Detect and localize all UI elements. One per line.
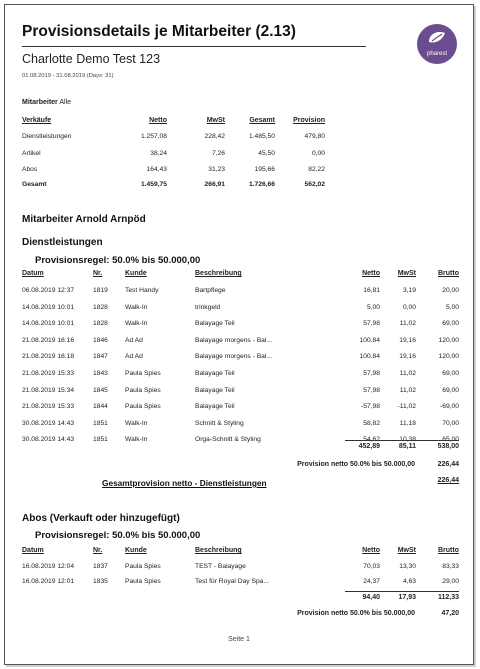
- services-cell: 30.08.2019 14:43: [22, 436, 75, 444]
- summary-total-cell: Gesamt: [22, 181, 47, 188]
- summary-cell: 38,24: [150, 149, 167, 157]
- brand-logo: [417, 24, 457, 64]
- logo-text: pharest: [426, 51, 447, 57]
- services-cell: Orga-Schnitt & Styling: [195, 436, 261, 444]
- services-cell: 19,16: [399, 336, 416, 344]
- services-header-cell: Nr.: [93, 270, 103, 277]
- services-cell: Paula Spies: [125, 370, 161, 377]
- abos-cell: 13,30: [399, 563, 416, 570]
- services-cell: Paula Spies: [125, 403, 161, 411]
- services-cell: 1844: [93, 403, 108, 411]
- services-cell: -57,98: [361, 403, 380, 411]
- summary-cell: 479,80: [304, 133, 325, 140]
- services-header-cell: Datum: [22, 270, 44, 277]
- abos-cell: 1837: [93, 563, 108, 570]
- services-cell: 1847: [93, 353, 108, 361]
- summary-cell: 1.485,50: [248, 133, 275, 140]
- abos-rule: Provisionsregel: 50.0% bis 50.000,00: [35, 530, 201, 541]
- employee-filter-value: Alle: [59, 99, 72, 106]
- summary-total-cell: 266,91: [204, 181, 225, 188]
- services-cell: 1851: [93, 436, 108, 444]
- services-cell: Walk-In: [125, 303, 148, 311]
- services-cell: 21.08.2019 15:33: [22, 403, 75, 411]
- services-cell: Balayage morgens - Bal...: [195, 336, 272, 344]
- abos-total-cell: 94,40: [362, 594, 380, 601]
- services-cell: 69,00: [442, 386, 459, 394]
- services-cell: 1819: [93, 287, 108, 294]
- services-cell: Balayage Teil: [195, 320, 235, 328]
- services-cell: Test Handy: [125, 287, 159, 294]
- summary-header-cell: Netto: [149, 117, 167, 124]
- report-title: Provisionsdetails je Mitarbeiter (2.13): [22, 23, 296, 40]
- services-cell: 5,00: [445, 303, 459, 311]
- services-cell: Bartpflege: [195, 287, 226, 294]
- services-cell: 1846: [93, 336, 108, 344]
- services-cell: 11,02: [399, 370, 416, 377]
- abos-total-cell: 17,93: [398, 594, 416, 601]
- abos-header-cell: MwSt: [397, 547, 416, 554]
- summary-total-cell: 1.459,75: [140, 181, 167, 188]
- abos-cell: 16.08.2019 12:04: [22, 563, 75, 570]
- services-cell: 1828: [93, 320, 108, 328]
- abos-header-cell: Netto: [362, 547, 380, 554]
- abos-cell: 24,37: [363, 578, 380, 586]
- services-header-cell: Brutto: [438, 270, 459, 277]
- summary-total-cell: 1.726,66: [248, 181, 275, 188]
- services-cell: Walk-In: [125, 436, 148, 444]
- services-header-cell: Kunde: [125, 270, 147, 277]
- abos-cell: Test für Royal Day Spa...: [195, 578, 269, 586]
- summary-cell: 31,23: [208, 166, 225, 173]
- services-cell: 11,02: [399, 320, 416, 328]
- services-cell: 58,82: [363, 419, 380, 427]
- services-cell: 120,00: [438, 336, 459, 344]
- services-cell: 120,00: [438, 353, 459, 361]
- summary-cell: 228,42: [204, 133, 225, 140]
- title-underline: [22, 46, 366, 47]
- services-cell: Balayage Teil: [195, 403, 235, 411]
- services-rule: Provisionsregel: 50.0% bis 50.000,00: [35, 255, 201, 266]
- abos-heading: Abos (Verkauft oder hinzugefügt): [22, 513, 180, 524]
- services-total-cell: 452,89: [358, 443, 380, 450]
- services-cell: 19,16: [399, 353, 416, 361]
- services-cell: 54,62: [363, 436, 380, 444]
- abos-cell: Paula Spies: [125, 563, 161, 570]
- services-header-cell: MwSt: [397, 270, 416, 277]
- abos-commission-value: 47,20: [441, 610, 459, 617]
- services-cell: 65,00: [442, 436, 459, 444]
- services-cell: -11,02: [397, 403, 416, 411]
- summary-total-cell: 562,02: [304, 181, 325, 188]
- services-cell: 21.08.2019 16:16: [22, 336, 75, 344]
- abos-cell: 16.08.2019 12:01: [22, 578, 75, 586]
- abos-commission-label: Provision netto 50.0% bis 50.000,00: [297, 610, 415, 617]
- summary-cell: 7,26: [211, 149, 225, 157]
- services-cell: trinkgeld: [195, 303, 221, 311]
- services-cell: 1851: [93, 419, 108, 427]
- services-cell: 14.08.2019 10:01: [22, 303, 75, 311]
- services-cell: 1828: [93, 303, 108, 311]
- employee-filter-label: Mitarbeiter: [22, 99, 58, 106]
- abos-cell: TEST - Balayage: [195, 563, 246, 570]
- services-cell: Balayage Teil: [195, 386, 235, 394]
- services-cell: -69,00: [440, 403, 459, 411]
- logo-leaf-icon: [426, 29, 448, 49]
- page-number: Seite 1: [228, 636, 250, 643]
- services-totals-rule: [345, 440, 459, 441]
- services-cell: Walk-In: [125, 320, 148, 328]
- abos-cell: 1835: [93, 578, 108, 586]
- summary-header-cell: Gesamt: [249, 117, 275, 124]
- services-cell: 0,00: [402, 303, 416, 311]
- summary-cell: 82,22: [308, 166, 325, 173]
- services-cell: 21.08.2019 16:18: [22, 353, 75, 361]
- services-grand-total-value: 226,44: [437, 477, 459, 484]
- employee-heading: Mitarbeiter Arnold Arnpöd: [22, 214, 146, 225]
- summary-cell: 195,66: [254, 166, 275, 173]
- services-cell: 100,84: [359, 336, 380, 344]
- employee-filter: [22, 99, 71, 106]
- services-cell: 20,00: [442, 287, 459, 294]
- summary-cell: 164,43: [146, 166, 167, 173]
- services-total-cell: 85,11: [398, 443, 416, 450]
- services-cell: Ad Ad: [125, 336, 143, 344]
- services-header-cell: Netto: [362, 270, 380, 277]
- summary-cell: Dienstleistungen: [22, 133, 72, 140]
- services-cell: Schnitt & Styling: [195, 419, 244, 427]
- services-cell: 100,84: [359, 353, 380, 361]
- services-grand-total-label: Gesamtprovision netto - Dienstleistungen: [102, 478, 267, 488]
- services-total-cell: 538,00: [437, 443, 459, 450]
- abos-total-cell: 112,33: [437, 594, 459, 601]
- abos-header-cell: Nr.: [93, 547, 103, 554]
- abos-cell: 29,00: [442, 578, 459, 586]
- report-page: [4, 4, 474, 665]
- services-cell: 14.08.2019 10:01: [22, 320, 75, 328]
- abos-cell: 83,33: [442, 563, 459, 570]
- summary-cell: Artikel: [22, 149, 41, 157]
- summary-header-cell: Verkäufe: [22, 117, 52, 124]
- services-cell: 3,19: [402, 287, 416, 294]
- abos-cell: Paula Spies: [125, 578, 161, 586]
- summary-header-cell: MwSt: [206, 117, 225, 124]
- abos-cell: 70,03: [363, 563, 380, 570]
- services-cell: 21.08.2019 15:33: [22, 370, 75, 377]
- services-cell: 5,00: [366, 303, 380, 311]
- services-cell: 21.08.2019 15:34: [22, 386, 75, 394]
- services-cell: 57,98: [363, 370, 380, 377]
- services-cell: Ad Ad: [125, 353, 143, 361]
- services-cell: Paula Spies: [125, 386, 161, 394]
- services-header-cell: Beschreibung: [195, 270, 242, 277]
- summary-cell: 45,50: [258, 149, 275, 157]
- services-cell: 57,98: [363, 386, 380, 394]
- services-commission-value: 226,44: [437, 461, 459, 468]
- abos-header-cell: Beschreibung: [195, 547, 242, 554]
- services-cell: 69,00: [442, 370, 459, 377]
- summary-cell: 1.257,08: [140, 133, 167, 140]
- summary-cell: 0,00: [311, 149, 325, 157]
- summary-cell: Abos: [22, 166, 38, 173]
- services-cell: Walk-In: [125, 419, 148, 427]
- abos-totals-rule: [345, 591, 459, 592]
- abos-cell: 4,63: [402, 578, 416, 586]
- services-cell: 16,81: [363, 287, 380, 294]
- services-cell: 11,18: [399, 419, 416, 427]
- services-cell: 57,98: [363, 320, 380, 328]
- abos-header-cell: Kunde: [125, 547, 147, 554]
- services-cell: Balayage morgens - Bal...: [195, 353, 272, 361]
- services-cell: 11,02: [399, 386, 416, 394]
- services-cell: 06.08.2019 12:37: [22, 287, 75, 294]
- report-subtitle: Charlotte Demo Test 123: [22, 52, 161, 66]
- abos-header-cell: Brutto: [438, 547, 459, 554]
- summary-header-cell: Provision: [293, 117, 325, 124]
- abos-header-cell: Datum: [22, 547, 44, 554]
- services-cell: 30.08.2019 14:43: [22, 419, 75, 427]
- services-cell: 70,00: [442, 419, 459, 427]
- services-cell: 69,00: [442, 320, 459, 328]
- services-cell: 1843: [93, 370, 108, 377]
- services-commission-label: Provision netto 50.0% bis 50.000,00: [297, 461, 415, 468]
- services-cell: 10,38: [399, 436, 416, 444]
- services-heading: Dienstleistungen: [22, 237, 103, 248]
- services-cell: Balayage Teil: [195, 370, 235, 377]
- date-range: 01.08.2019 - 31.08.2019 (Days: 31): [22, 73, 114, 79]
- services-cell: 1845: [93, 386, 108, 394]
